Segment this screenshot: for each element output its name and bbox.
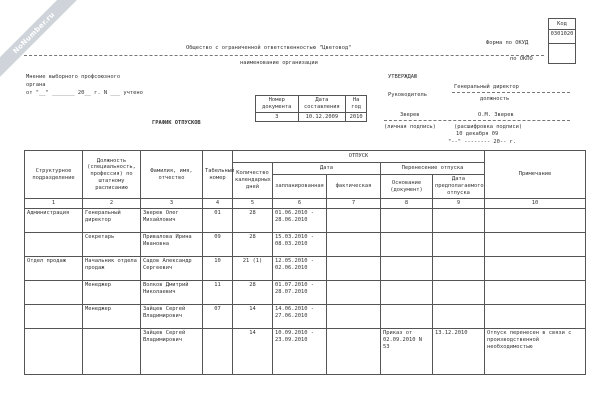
cell-basis: Приказ от 02.09.2010 N 53 (381, 329, 433, 375)
cell-division (25, 305, 83, 329)
cell-expected (433, 257, 485, 281)
cell-days: 28 (233, 209, 273, 233)
col-note-header: Примечание (485, 151, 586, 199)
cell-actual (327, 209, 381, 233)
cell-note (485, 257, 586, 281)
approval-signature-line (384, 120, 570, 121)
cell-tab: 10 (203, 257, 233, 281)
cell-expected (433, 233, 485, 257)
column-number: 8 (381, 199, 433, 209)
table-row (25, 209, 586, 233)
organization-name: Общество с ограниченной ответственностью "Цветовод" (186, 45, 352, 51)
col-planned-header: запланированная (273, 175, 327, 199)
vacation-group-header: ОТПУСК (233, 151, 485, 163)
approval-position-caption: должность (480, 96, 510, 102)
approval-signature-caption: (личная подпись) (384, 124, 436, 130)
watermark-ribbon (0, 0, 81, 80)
cell-name: Садов Александр Сергеевич (141, 257, 203, 281)
table-row (25, 281, 586, 305)
approval-full-name: О.М. Зверев (478, 112, 514, 118)
trade-union-line3: от "__" _______ 20__ г. N ___ учтено (26, 90, 143, 96)
organization-caption: наименование организации (240, 60, 318, 66)
meta-value-number: 3 (256, 112, 299, 122)
cell-expected: 13.12.2010 (433, 329, 485, 375)
col-days-header: Количество календарных дней (233, 163, 273, 199)
table-row (25, 257, 586, 281)
cell-tab: 07 (203, 305, 233, 329)
approval-position: Генеральный директор (454, 84, 519, 90)
col-actual-header: фактическая (327, 175, 381, 199)
approval-date-line2: "--" -------- 20-- г. (448, 139, 517, 145)
cell-days: 28 (233, 233, 273, 257)
cell-planned: 14.06.2010 - 27.06.2010 (273, 305, 327, 329)
cell-tab (203, 329, 233, 375)
organization-line (24, 55, 544, 56)
table-row (25, 329, 586, 375)
approval-full-name-caption: (расшифровка подписи) (454, 124, 523, 130)
document-meta-table (255, 95, 367, 122)
cell-planned: 01.07.2010 - 28.07.2010 (273, 281, 327, 305)
cell-division: Отдел продаж (25, 257, 83, 281)
table-row (25, 233, 586, 257)
cell-note (485, 233, 586, 257)
cell-basis (381, 281, 433, 305)
column-number: 5 (233, 199, 273, 209)
col-tab-header: Табельный номер (203, 151, 233, 199)
codes-header: Код (549, 19, 575, 30)
cell-note: Отпуск перенесен в связи с производственной необходимостью (485, 329, 586, 375)
column-number: 2 (83, 199, 141, 209)
header-row-1 (25, 151, 586, 163)
trade-union-line2: органа (26, 82, 46, 88)
column-number: 1 (25, 199, 83, 209)
col-basis-header: Основание (документ) (381, 175, 433, 199)
transfer-group-header: Перенесение отпуска (381, 163, 485, 175)
cell-basis (381, 233, 433, 257)
cell-basis (381, 305, 433, 329)
cell-position: Менеджер (83, 305, 141, 329)
date-group-header: Дата (273, 163, 381, 175)
approval-title: УТВЕРЖДАЮ (388, 74, 418, 80)
codes-box (548, 18, 576, 64)
cell-planned: 01.06.2010 - 28.06.2010 (273, 209, 327, 233)
cell-division (25, 281, 83, 305)
col-expected-header: Дата предполагаемого отпуска (433, 175, 485, 199)
watermark-text: NoNumber.ru (11, 10, 57, 56)
approval-position-line (452, 92, 570, 93)
document-title: ГРАФИК ОТПУСКОВ (152, 120, 201, 126)
meta-header-number: Номер документа (256, 96, 299, 113)
cell-tab: 01 (203, 209, 233, 233)
cell-note (485, 305, 586, 329)
cell-name: Зайцев Сергей Владимирович (141, 305, 203, 329)
meta-header-year: На год (346, 96, 367, 113)
cell-actual (327, 329, 381, 375)
cell-division (25, 233, 83, 257)
column-number: 6 (273, 199, 327, 209)
cell-note (485, 209, 586, 233)
cell-actual (327, 281, 381, 305)
okpo-label: по ОКПО (510, 56, 533, 62)
cell-name: Зверев Олег Михайлович (141, 209, 203, 233)
cell-name: Зайцев Сергей Владимирович (141, 329, 203, 375)
cell-actual (327, 305, 381, 329)
cell-days: 14 (233, 329, 273, 375)
cell-days: 28 (233, 281, 273, 305)
col-position-header: Должность (специальность, профессия) по штатному расписанию (83, 151, 141, 199)
column-number: 7 (327, 199, 381, 209)
table-row (25, 305, 586, 329)
column-number-row (25, 199, 586, 209)
approval-signature: Зверев (400, 112, 420, 118)
cell-tab: 09 (203, 233, 233, 257)
cell-planned: 12.05.2010 - 02.06.2010 (273, 257, 327, 281)
column-number: 4 (203, 199, 233, 209)
okud-value: 0301020 (549, 31, 575, 44)
cell-planned: 15.03.2010 - 08.03.2010 (273, 233, 327, 257)
cell-position: Генеральный директор (83, 209, 141, 233)
meta-value-date: 10.12.2009 (298, 112, 346, 122)
column-number: 3 (141, 199, 203, 209)
cell-tab: 11 (203, 281, 233, 305)
cell-days: 14 (233, 305, 273, 329)
col-name-header: Фамилия, имя, отчество (141, 151, 203, 199)
meta-header-date: Дата составления (298, 96, 346, 113)
cell-basis (381, 257, 433, 281)
cell-planned: 10.09.2010 - 23.09.2010 (273, 329, 327, 375)
cell-note (485, 281, 586, 305)
vacation-schedule-table (24, 150, 586, 375)
cell-actual (327, 257, 381, 281)
col-division-header: Структурное подразделение (25, 151, 83, 199)
cell-expected (433, 281, 485, 305)
cell-expected (433, 305, 485, 329)
cell-division (25, 329, 83, 375)
meta-value-year: 2010 (346, 112, 367, 122)
cell-basis (381, 209, 433, 233)
cell-days: 21 (1) (233, 257, 273, 281)
trade-union-line1: Мнение выборного профсоюзного (26, 74, 121, 80)
approval-date-line1: 10 декабря 09 (456, 131, 499, 137)
cell-name: Привалова Ирина Ивановна (141, 233, 203, 257)
column-number: 9 (433, 199, 485, 209)
cell-position (83, 329, 141, 375)
column-number: 10 (485, 199, 586, 209)
approval-head-label: Руководитель (388, 92, 427, 98)
cell-actual (327, 233, 381, 257)
cell-position: Менеджер (83, 281, 141, 305)
cell-position: Начальник отдела продаж (83, 257, 141, 281)
cell-name: Волков Дмитрий Николаевич (141, 281, 203, 305)
cell-expected (433, 209, 485, 233)
cell-position: Секретарь (83, 233, 141, 257)
cell-division: Администрация (25, 209, 83, 233)
okud-label: Форма по ОКУД (486, 40, 529, 46)
